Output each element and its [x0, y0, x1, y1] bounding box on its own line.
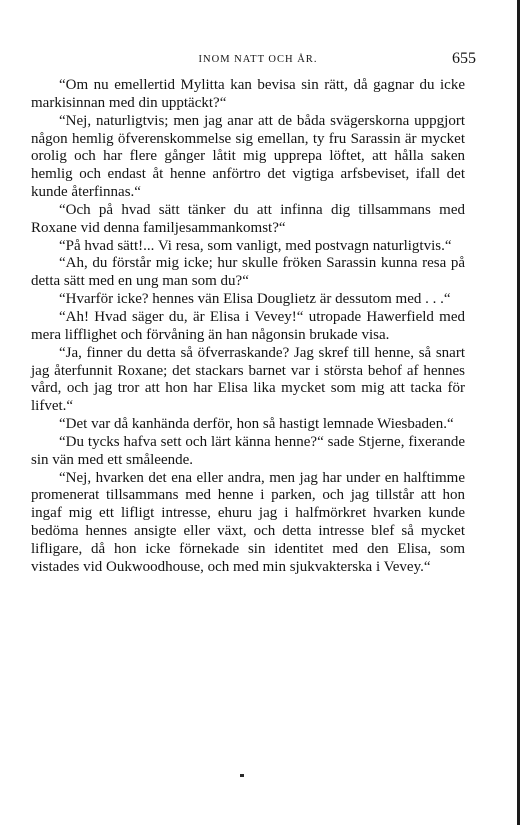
- paragraph: “Ah, du förstår mig icke; hur skulle fröken Sarassin kunna resa på detta sätt med en ung man som du?“: [31, 255, 465, 290]
- paragraph: “Nej, naturligtvis; men jag anar att de båda svägerskorna uppgjort någon hemlig öfverenskommelse sig emellan, ty fru Sarassin är mycket orolig och har flere gånger låtit mig upprepa löftet, att hålla saken hemlig och endast åt henne anförtro det vigtiga arfsbeviset, ifall det kunde återfinnas.“: [31, 112, 465, 201]
- running-title: INOM NATT OCH ÅR.: [198, 54, 318, 65]
- paragraph: “Hvarför icke? hennes vän Elisa Douglietz är dessutom med . . .“: [59, 291, 451, 308]
- paragraph: “Och på hvad sätt tänker du att infinna dig tillsammans med Roxane vid denna familjesammankomst?“: [31, 201, 465, 236]
- page-header: [40, 50, 476, 70]
- paragraph: “Ja, finner du detta så öfverraskande? Jag skref till henne, så snart jag återfunnit Roxane; det stackars barnet var i största behof af hennes vård, och jag tror att hon har Elisa lika mycket som mig att tacka för lifvet.“: [31, 344, 465, 415]
- paragraph: “Om nu emellertid Mylitta kan bevisa sin rätt, då gagnar du icke markisinnan med din upptäckt?“: [31, 77, 465, 111]
- paragraph: “Ah! Hvad säger du, är Elisa i Vevey!“ utropade Hawerfield med mera lifflighet och förvåning än han någonsin brukade visa.: [31, 308, 465, 343]
- body-text: [31, 77, 465, 577]
- print-mark: [240, 774, 244, 777]
- page-number: 655: [452, 50, 476, 67]
- paragraph: “Det var då kanhända derför, hon så hastigt lemnade Wiesbaden.“: [59, 416, 454, 433]
- paragraph: “Du tycks hafva sett och lärt känna henne?“ sade Stjerne, fixerande sin vän med ett småleende.: [31, 433, 465, 468]
- paragraph: “Nej, hvarken det ena eller andra, men jag har under en halftimme promenerat tillsammans med henne i parken, och jag tillstår att hon ingaf mig ett lifligt intresse, ehuru jag i halfmörkret hvarken kunde bedöma hennes ansigte eller växt, och detta intresse blef så mycket lifligare, då hon icke förnekade sin identitet med den Elisa, som vistades vid Oukwoodhouse, och med min sjukvakterska i Vevey.“: [31, 469, 465, 575]
- paragraph: “På hvad sätt!... Vi resa, som vanligt, med postvagn naturligtvis.“: [59, 237, 452, 254]
